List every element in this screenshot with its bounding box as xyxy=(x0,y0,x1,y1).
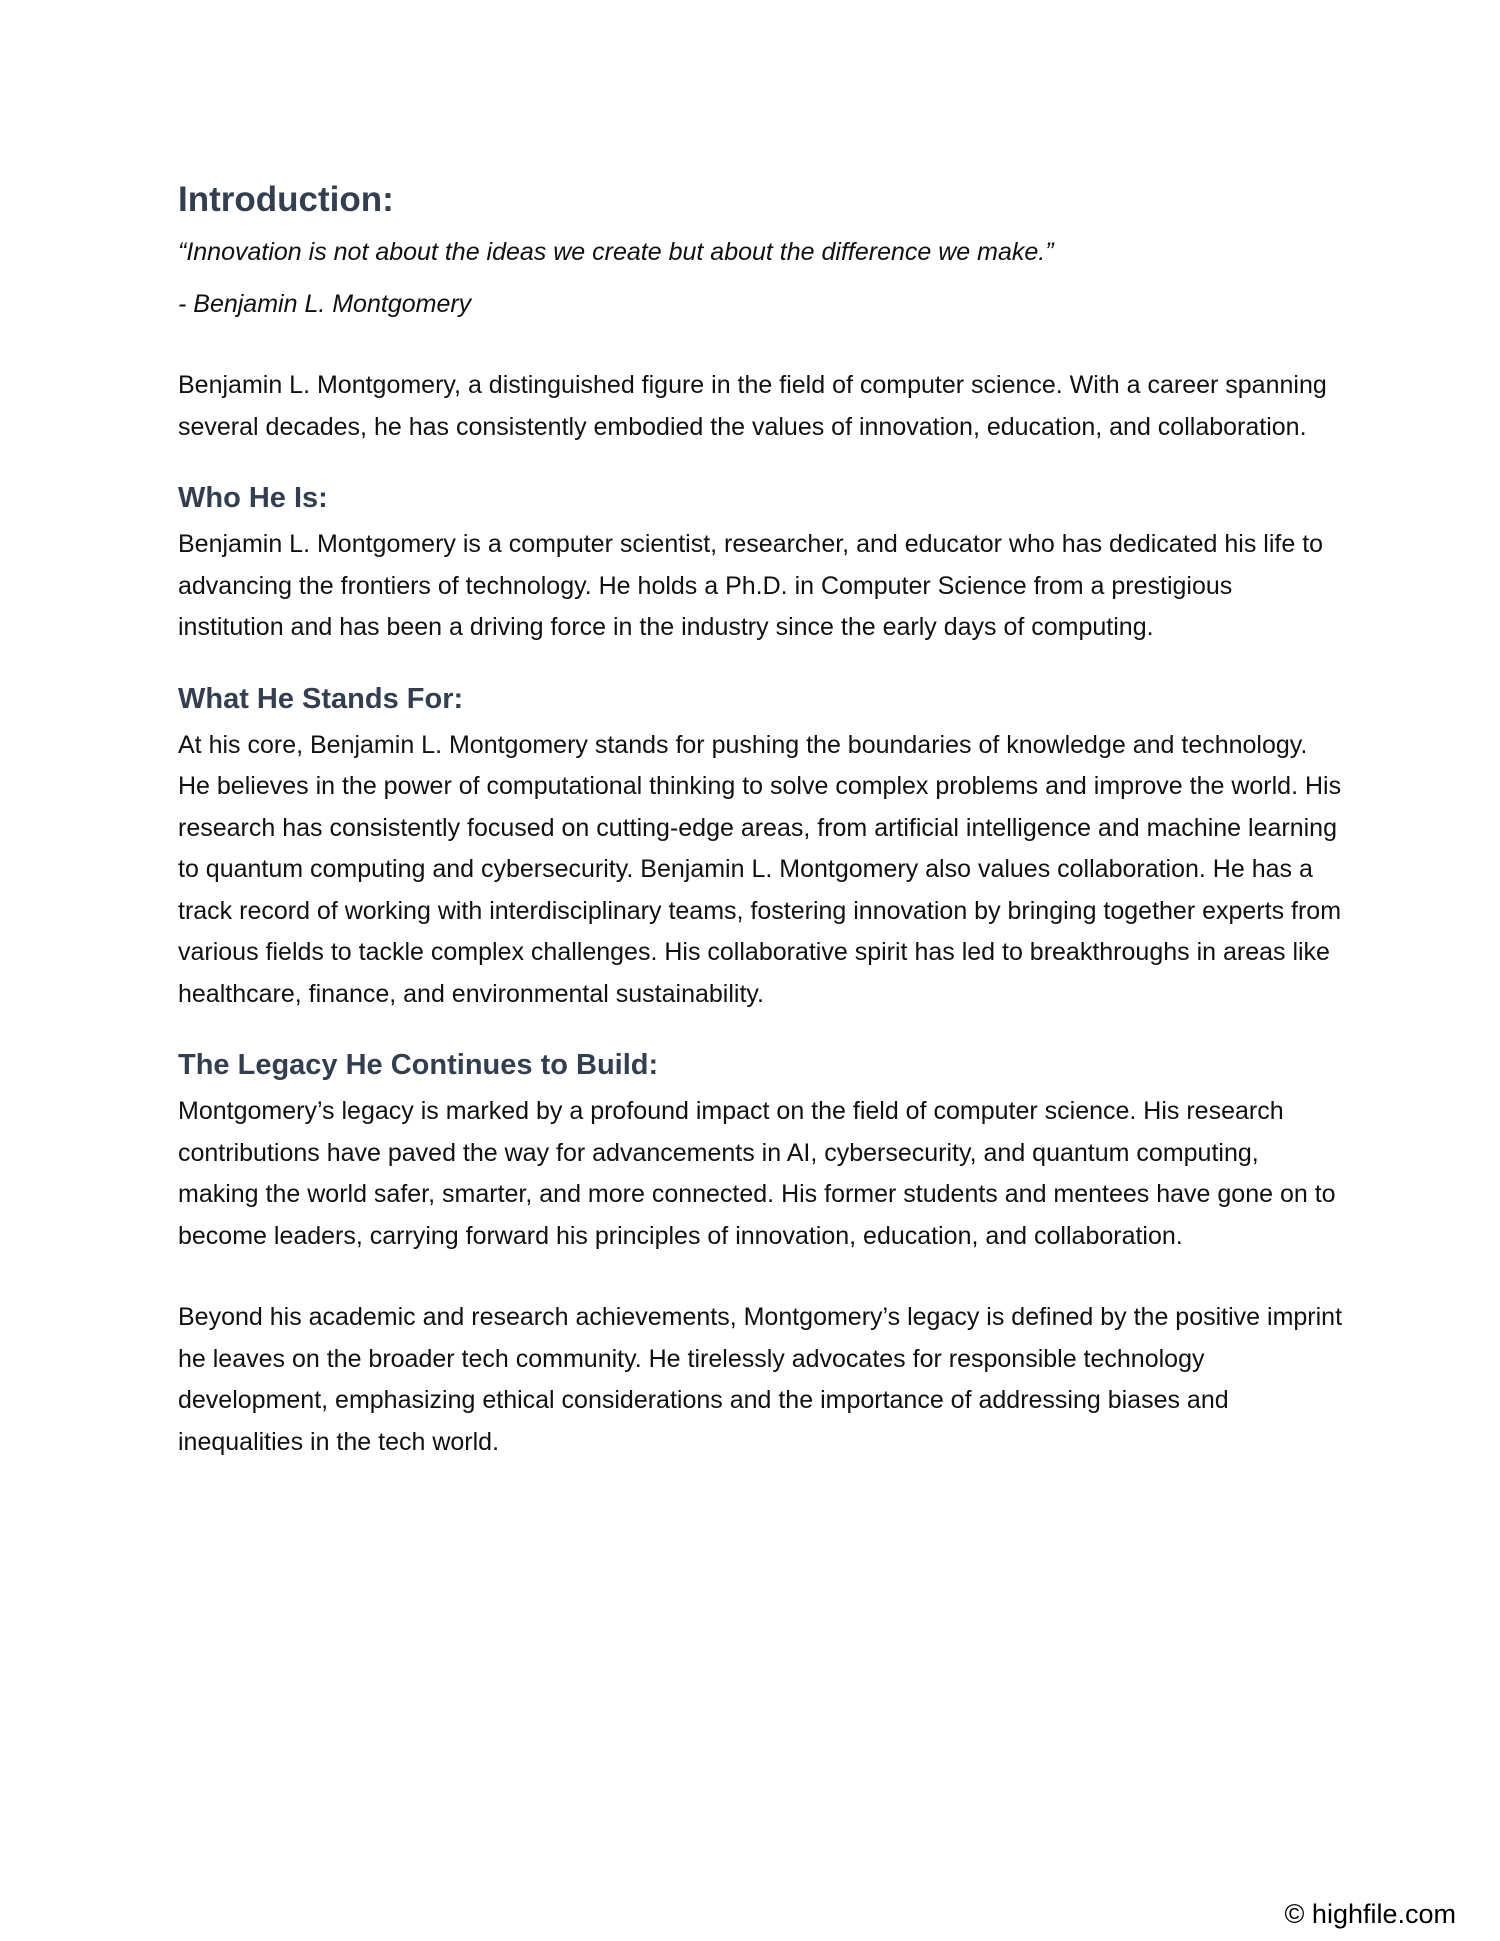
legacy-paragraph-1: Montgomery’s legacy is marked by a profound impact on the field of computer science. His research contributions have paved the way for advancements in AI, cybersecurity, and quantum computing, making the world safer, smarter, and more connected. His former students and mentees have gone on to become leaders, carrying forward his principles of innovation, education, and collaboration. xyxy=(178,1097,1336,1250)
intro-heading: Introduction: xyxy=(178,180,394,219)
legacy-heading: The Legacy He Continues to Build: xyxy=(178,1049,659,1081)
stands-paragraph: At his core, Benjamin L. Montgomery stands for pushing the boundaries of knowledge and technology. He believes in the power of computational thinking to solve complex problems and improve the world. His research has consistently focused on cutting-edge areas, from artificial intelligence and machine learning to quantum computing and cybersecurity. Benjamin L. Montgomery also values collaboration. He has a track record of working with interdisciplinary teams, fostering innovation by bringing together experts from various fields to tackle complex challenges. His collaborative spirit has led to breakthroughs in areas like healthcare, finance, and environmental sustainability. xyxy=(178,730,1342,1008)
footer-credit: © highfile.com xyxy=(1284,1899,1456,1929)
quote-attribution: - Benjamin L. Montgomery xyxy=(178,289,472,318)
legacy-paragraph-2: Beyond his academic and research achievements, Montgomery’s legacy is defined by the positive imprint he leaves on the broader tech community. He tirelessly advocates for responsible technology development, emphasizing ethical considerations and the importance of addressing biases and inequalities in the tech world. xyxy=(178,1303,1343,1456)
document-page xyxy=(178,176,1343,1463)
intro-paragraph: Benjamin L. Montgomery, a distinguished figure in the field of computer science. With a career spanning several decades, he has consistently embodied the values of innovation, education, and collaboration. xyxy=(178,371,1327,441)
intro-quote: “Innovation is not about the ideas we create but about the difference we make.” xyxy=(178,238,1054,266)
who-heading: Who He Is: xyxy=(178,482,328,514)
stands-heading: What He Stands For: xyxy=(178,682,464,715)
who-paragraph: Benjamin L. Montgomery is a computer scientist, researcher, and educator who has dedicated his life to advancing the frontiers of technology. He holds a Ph.D. in Computer Science from a prestigious institution and has been a driving force in the industry since the early days of computing. xyxy=(178,530,1324,641)
